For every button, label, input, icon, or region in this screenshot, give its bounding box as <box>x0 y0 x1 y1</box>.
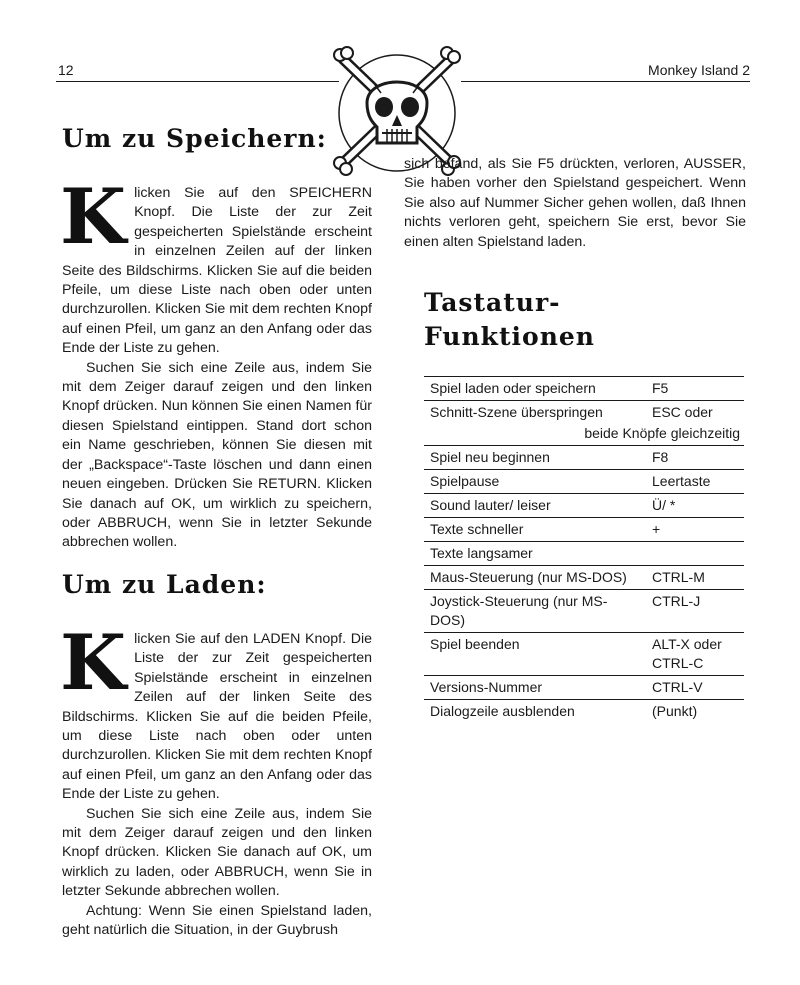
shortcut-key <box>646 566 744 590</box>
shortcut-row <box>424 633 744 676</box>
load-section-title: Um zu Laden: <box>62 570 267 599</box>
page-number: 12 <box>58 62 74 78</box>
shortcut-key-continuation: beide Knöpfe gleichzeitig <box>584 425 740 441</box>
shortcut-action: Schnitt-Szene überspringen <box>424 401 646 425</box>
shortcut-key <box>646 676 744 700</box>
save-section-title: Um zu Speichern: <box>62 124 327 153</box>
shortcut-action: Texte schneller <box>424 518 646 542</box>
shortcut-action: Maus-Steuerung (nur MS-DOS) <box>424 566 646 590</box>
keyboard-section-title <box>424 286 595 354</box>
shortcut-row <box>424 542 744 566</box>
shortcut-key <box>646 494 744 518</box>
save-drop-cap: K <box>60 172 127 261</box>
shortcut-row <box>424 470 744 494</box>
shortcut-key <box>646 377 744 401</box>
shortcut-key <box>646 401 744 425</box>
keyboard-title-line-1: Tastatur- <box>424 288 561 317</box>
load-paragraph-2: Suchen Sie sich eine Zeile aus, indem Sie mit dem Zeiger darauf zeigen und den linken Knopf drücken. Klicken Sie danach auf OK, um wirklich zu laden, oder ABBRUCH, wenn Sie in letzter Sekunde abbrechen wollen. <box>62 805 372 900</box>
shortcut-action: Texte langsamer <box>424 542 646 566</box>
shortcut-row <box>424 676 744 700</box>
shortcut-key-label: ALT-X oder <box>652 636 722 652</box>
shortcut-row <box>424 700 744 724</box>
shortcut-action: Spiel beenden <box>424 633 646 676</box>
shortcut-key <box>646 633 744 676</box>
shortcut-action: Joystick-Steuerung (nur MS-DOS) <box>424 590 646 633</box>
shortcut-key-label: Ü/ * <box>652 497 676 513</box>
header-rule-left <box>56 81 339 82</box>
keyboard-shortcuts-table <box>424 376 744 723</box>
shortcut-action: Spiel laden oder speichern <box>424 377 646 401</box>
shortcut-action: Spiel neu beginnen <box>424 446 646 470</box>
keyboard-shortcuts-body <box>424 377 744 724</box>
shortcut-row <box>424 518 744 542</box>
shortcut-key <box>646 700 744 724</box>
load-paragraph-3: Achtung: Wenn Sie einen Spielstand laden, geht natürlich die Situation, in der Guybrush <box>62 902 372 939</box>
load-section-body <box>60 618 372 941</box>
shortcut-key-label: CTRL-V <box>652 679 703 695</box>
load-drop-cap: K <box>60 618 127 707</box>
shortcut-key-label: F5 <box>652 380 669 396</box>
shortcut-row <box>424 401 744 425</box>
shortcut-row <box>424 494 744 518</box>
shortcut-action: Spielpause <box>424 470 646 494</box>
save-section-body <box>60 172 372 553</box>
save-paragraph-2: Suchen Sie sich eine Zeile aus, indem Sie mit dem Zeiger darauf zeigen und den linken Knopf drücken. Nun können Sie einen Namen für diesen Spielstand eintippen. Stand dort schon ein Name geschrieben, können Sie diesen mit der „Backspace“-Taste löschen und dann einen neuen eingeben. Drücken Sie RETURN. Klicken Sie danach auf OK, um wirklich zu speichern, oder ABBRUCH, wenn Sie in letzter Sekunde abbrechen wollen. <box>62 359 372 551</box>
shortcut-key-label: + <box>652 521 661 537</box>
header-rule-right <box>461 81 750 82</box>
shortcut-key-label: F8 <box>652 449 669 465</box>
shortcut-key-label: CTRL-J <box>652 593 701 609</box>
keyboard-title-line-2: Funktionen <box>424 322 595 351</box>
running-title: Monkey Island 2 <box>648 62 750 78</box>
shortcut-row <box>424 590 744 633</box>
shortcut-key-label: CTRL-M <box>652 569 705 585</box>
load-continued-text <box>404 155 746 252</box>
shortcut-row <box>424 377 744 401</box>
shortcut-key-label: ESC oder <box>652 404 713 420</box>
save-paragraph-1: licken Sie auf den SPEICHERN Knopf. Die Liste der zur Zeit gespeicherten Spielstände erscheint in einzelnen Zeilen auf der linken Seite des Bildschirms. Klicken Sie auf die beiden Pfeile, um diese Liste nach oben oder unten durchzurollen. Klicken Sie mit dem rechten Knopf auf einen Pfeil, um ganz an den Anfang oder das Ende der Liste zu gehen. <box>62 185 372 357</box>
shortcut-row <box>424 446 744 470</box>
load-paragraph-1: licken Sie auf den LADEN Knopf. Die Liste der zur Zeit gespeicherten Spielstände erscheint in einzelnen Zeilen auf der linken Seite des Bildschirms. Klicken Sie auf die beiden Pfeile, um diese Liste nach oben oder unten durchzurollen. Klicken Sie mit dem rechten Knopf auf einen Pfeil, um ganz an den Anfang oder das Ende der Liste zu gehen. <box>62 631 372 803</box>
shortcut-action: Dialogzeile ausblenden <box>424 700 646 724</box>
shortcut-action: Sound lauter/ leiser <box>424 494 646 518</box>
shortcut-key <box>646 542 744 566</box>
shortcut-key <box>646 470 744 494</box>
load-continued-paragraph: sich befand, als Sie F5 drückten, verloren, AUSSER, Sie haben vorher den Spielstand gespeichert. Wenn Sie also auf Nummer Sicher gehen wollen, daß Ihnen nichts verloren geht, speichern Sie erst, bevor Sie einen alten Spielstand laden. <box>404 156 746 250</box>
shortcut-key-label: Leertaste <box>652 473 711 489</box>
shortcut-key-label-2: CTRL-C <box>652 655 704 671</box>
shortcut-key <box>646 518 744 542</box>
shortcut-action: Versions-Nummer <box>424 676 646 700</box>
shortcut-row <box>424 566 744 590</box>
shortcut-key <box>646 446 744 470</box>
shortcut-row-continuation <box>424 424 744 446</box>
shortcut-key-label: (Punkt) <box>652 703 698 719</box>
shortcut-key <box>646 590 744 633</box>
